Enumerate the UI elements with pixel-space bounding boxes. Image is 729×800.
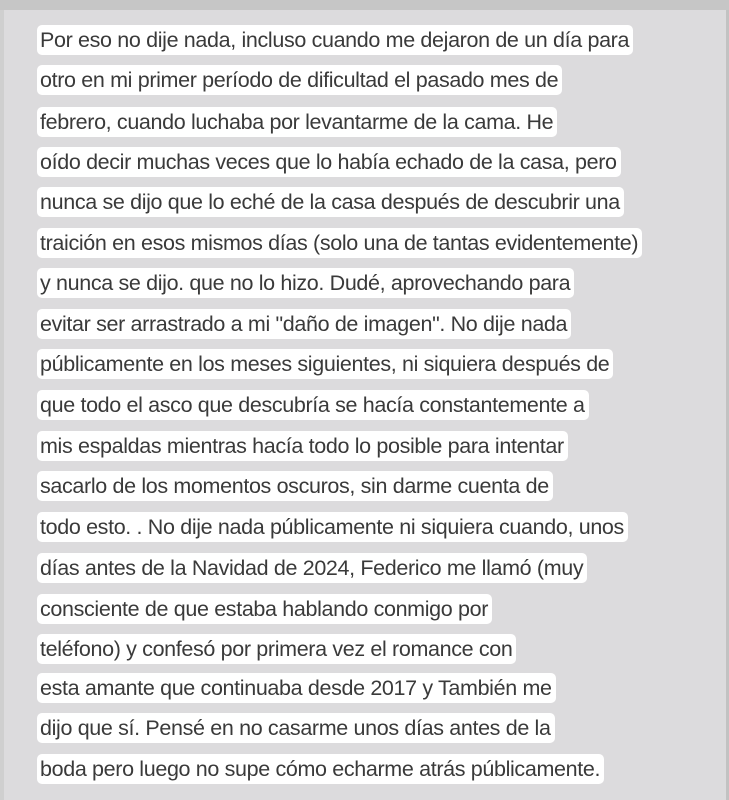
text-line: mis espaldas mientras hacía todo lo posible para intentar	[37, 431, 568, 461]
text-line: dijo que sí. Pensé en no casarme unos días antes de la	[37, 713, 555, 743]
text-line: todo esto. . No dije nada públicamente ni siquiera cuando, unos	[37, 512, 628, 542]
text-line: nunca se dijo que lo eché de la casa después de descubrir una	[37, 187, 624, 217]
text-line: traición en esos mismos días (solo una de tantas evidentemente)	[37, 228, 642, 258]
text-line: oído decir muchas veces que lo había echado de la casa, pero	[37, 147, 621, 177]
text-line: consciente de que estaba hablando conmigo por	[37, 594, 492, 624]
text-line: y nunca se dijo. que no lo hizo. Dudé, aprovechando para	[37, 268, 574, 298]
text-line: esta amante que continuaba desde 2017 y También me	[37, 673, 556, 703]
text-page	[4, 10, 726, 800]
text-line: teléfono) y confesó por primera vez el romance con	[37, 634, 516, 664]
text-line: febrero, cuando luchaba por levantarme de la cama. He	[37, 107, 557, 137]
text-line: evitar ser arrastrado a mi "daño de imagen". No dije nada	[37, 309, 571, 339]
text-line: Por eso no dije nada, incluso cuando me dejaron de un día para	[37, 25, 633, 55]
text-line: públicamente en los meses siguientes, ni siquiera después de	[37, 349, 613, 379]
text-line: días antes de la Navidad de 2024, Federico me llamó (muy	[37, 553, 587, 583]
text-line: otro en mi primer período de dificultad el pasado mes de	[37, 65, 562, 95]
text-line: boda pero luego no supe cómo echarme atrás públicamente.	[37, 754, 604, 784]
text-line: que todo el asco que descubría se hacía constantemente a	[37, 390, 589, 420]
text-line: sacarlo de los momentos oscuros, sin darme cuenta de	[37, 471, 553, 501]
top-bar	[0, 0, 729, 10]
